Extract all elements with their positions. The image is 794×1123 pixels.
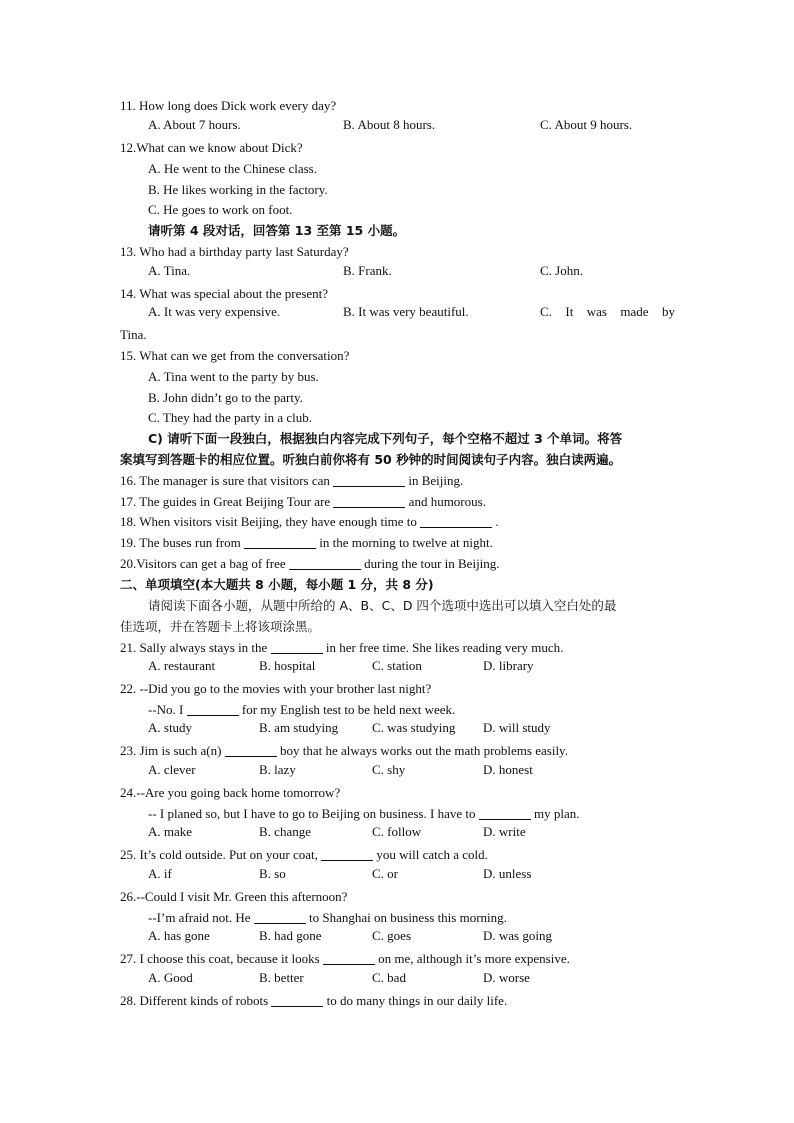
question-27-text-end: on me, although it’s more expensive. <box>374 951 570 966</box>
question-12: 12.What can we know about Dick? <box>120 140 303 155</box>
question-20 <box>120 554 676 574</box>
option-22-c: C. was studying <box>372 720 456 735</box>
question-17-text: 17. The guides in Great Beijing Tour are <box>120 494 334 509</box>
option-14-a: A. It was very expensive. <box>148 304 281 319</box>
question-22-reply-end: for my English test to be held next week. <box>238 702 456 717</box>
question-21-text-end: in her free time. She likes reading very much. <box>322 640 564 655</box>
section-c-instruction-line2: 案填写到答题卡的相应位置。听独白前你将有 50 秒钟的时间阅读句子内容。独白读两遍。 <box>120 452 622 467</box>
answer-blank <box>254 910 306 924</box>
option-24-c: C. follow <box>372 824 422 839</box>
option-27-c: C. bad <box>372 970 406 985</box>
question-16 <box>120 471 676 491</box>
option-22-b: B. am studying <box>259 720 339 735</box>
part2-instruction-line2: 佳选项，并在答题卡上将该项涂黑。 <box>120 619 321 634</box>
option-25-b: B. so <box>259 866 286 881</box>
question-20-text-end: during the tour in Beijing. <box>360 556 500 571</box>
option-11-a: A. About 7 hours. <box>148 117 241 132</box>
option-14-c-word: It <box>565 304 574 319</box>
option-26-d: D. was going <box>483 928 552 943</box>
option-14-b: B. It was very beautiful. <box>343 304 469 319</box>
question-25-text-end: you will catch a cold. <box>373 847 488 862</box>
option-26-a: A. has gone <box>148 928 210 943</box>
part4-instruction: 请听第 4 段对话，回答第 13 至第 15 小题。 <box>148 223 406 238</box>
question-20-text: 20.Visitors can get a bag of free <box>120 556 289 571</box>
question-22-reply <box>148 700 704 720</box>
question-26: 26.--Could I visit Mr. Green this afternoon? <box>120 889 348 904</box>
option-12-a: A. He went to the Chinese class. <box>148 161 317 176</box>
option-24-b: B. change <box>259 824 311 839</box>
question-21 <box>120 638 676 658</box>
question-26-reply <box>148 908 704 928</box>
question-17 <box>120 492 676 512</box>
option-26-c: C. goes <box>372 928 411 943</box>
question-28-text: 28. Different kinds of robots <box>120 993 272 1008</box>
question-28-text-end: to do many things in our daily life. <box>323 993 508 1008</box>
option-13-c: C. John. <box>540 263 583 278</box>
question-21-text: 21. Sally always stays in the <box>120 640 271 655</box>
question-13: 13. Who had a birthday party last Saturday? <box>120 244 349 259</box>
question-23 <box>120 741 676 761</box>
option-12-c: C. He goes to work on foot. <box>148 202 293 217</box>
part2-heading: 二、单项填空(本大题共 8 小题，每小题 1 分，共 8 分) <box>120 577 434 592</box>
answer-blank <box>187 702 239 716</box>
option-14-c-word: by <box>662 304 675 319</box>
option-23-a: A. clever <box>148 762 196 777</box>
answer-blank <box>333 494 405 508</box>
option-14-c-continuation: Tina. <box>120 327 147 342</box>
option-24-d: D. write <box>483 824 526 839</box>
option-26-b: B. had gone <box>259 928 322 943</box>
option-14-c <box>540 304 675 320</box>
question-24-reply <box>148 804 704 824</box>
option-13-a: A. Tina. <box>148 263 191 278</box>
question-22: 22. --Did you go to the movies with your brother last night? <box>120 681 432 696</box>
option-11-b: B. About 8 hours. <box>343 117 436 132</box>
answer-blank <box>333 473 405 487</box>
option-27-b: B. better <box>259 970 304 985</box>
option-11-c: C. About 9 hours. <box>540 117 633 132</box>
question-11: 11. How long does Dick work every day? <box>120 98 337 113</box>
option-25-c: C. or <box>372 866 398 881</box>
question-17-text-end: and humorous. <box>405 494 486 509</box>
option-23-d: D. honest <box>483 762 533 777</box>
question-19-text: 19. The buses run from <box>120 535 244 550</box>
question-24-reply-text: -- I planed so, but I have to go to Beijing on business. I have to <box>148 806 479 821</box>
option-14-c-word: C. <box>540 304 552 319</box>
question-16-text-end: in Beijing. <box>405 473 464 488</box>
answer-blank <box>271 640 323 654</box>
question-23-text-end: boy that he always works out the math problems easily. <box>276 743 568 758</box>
question-28 <box>120 991 676 1011</box>
question-18-text: 18. When visitors visit Beijing, they have enough time to <box>120 514 421 529</box>
option-24-a: A. make <box>148 824 193 839</box>
option-25-a: A. if <box>148 866 172 881</box>
option-21-c: C. station <box>372 658 422 673</box>
question-16-text: 16. The manager is sure that visitors can <box>120 473 334 488</box>
answer-blank <box>271 993 323 1007</box>
option-21-d: D. library <box>483 658 534 673</box>
question-19 <box>120 533 676 553</box>
question-26-reply-end: to Shanghai on business this morning. <box>305 910 507 925</box>
option-12-b: B. He likes working in the factory. <box>148 182 328 197</box>
question-27 <box>120 949 676 969</box>
question-23-text: 23. Jim is such a(n) <box>120 743 225 758</box>
answer-blank <box>225 743 277 757</box>
answer-blank <box>479 806 531 820</box>
question-18 <box>120 512 676 532</box>
question-22-reply-text: --No. I <box>148 702 187 717</box>
question-19-text-end: in the morning to twelve at night. <box>315 535 493 550</box>
question-24-reply-end: my plan. <box>530 806 580 821</box>
question-27-text: 27. I choose this coat, because it looks <box>120 951 323 966</box>
option-13-b: B. Frank. <box>343 263 392 278</box>
option-21-b: B. hospital <box>259 658 316 673</box>
option-27-a: A. Good <box>148 970 193 985</box>
part2-instruction-line1: 请阅读下面各小题，从题中所给的 A、B、C、D 四个选项中选出可以填入空白处的最 <box>148 598 617 613</box>
question-25 <box>120 845 676 865</box>
option-22-d: D. will study <box>483 720 551 735</box>
option-23-b: B. lazy <box>259 762 296 777</box>
answer-blank <box>244 535 316 549</box>
question-15: 15. What can we get from the conversation? <box>120 348 350 363</box>
option-25-d: D. unless <box>483 866 532 881</box>
option-27-d: D. worse <box>483 970 530 985</box>
answer-blank <box>323 951 375 965</box>
question-14: 14. What was special about the present? <box>120 286 329 301</box>
section-c-instruction-line1: C) 请听下面一段独白，根据独白内容完成下列句子，每个空格不超过 3 个单词。将答 <box>148 431 623 446</box>
question-24: 24.--Are you going back home tomorrow? <box>120 785 341 800</box>
option-14-c-word: was <box>586 304 607 319</box>
answer-blank <box>289 556 361 570</box>
option-15-b: B. John didn’t go to the party. <box>148 390 303 405</box>
answer-blank <box>420 514 492 528</box>
option-15-a: A. Tina went to the party by bus. <box>148 369 319 384</box>
question-26-reply-text: --I’m afraid not. He <box>148 910 254 925</box>
answer-blank <box>321 847 373 861</box>
option-22-a: A. study <box>148 720 193 735</box>
option-23-c: C. shy <box>372 762 406 777</box>
question-18-text-end: . <box>492 514 499 529</box>
question-25-text: 25. It’s cold outside. Put on your coat, <box>120 847 322 862</box>
option-21-a: A. restaurant <box>148 658 216 673</box>
option-14-c-word: made <box>620 304 649 319</box>
option-15-c: C. They had the party in a club. <box>148 410 313 425</box>
